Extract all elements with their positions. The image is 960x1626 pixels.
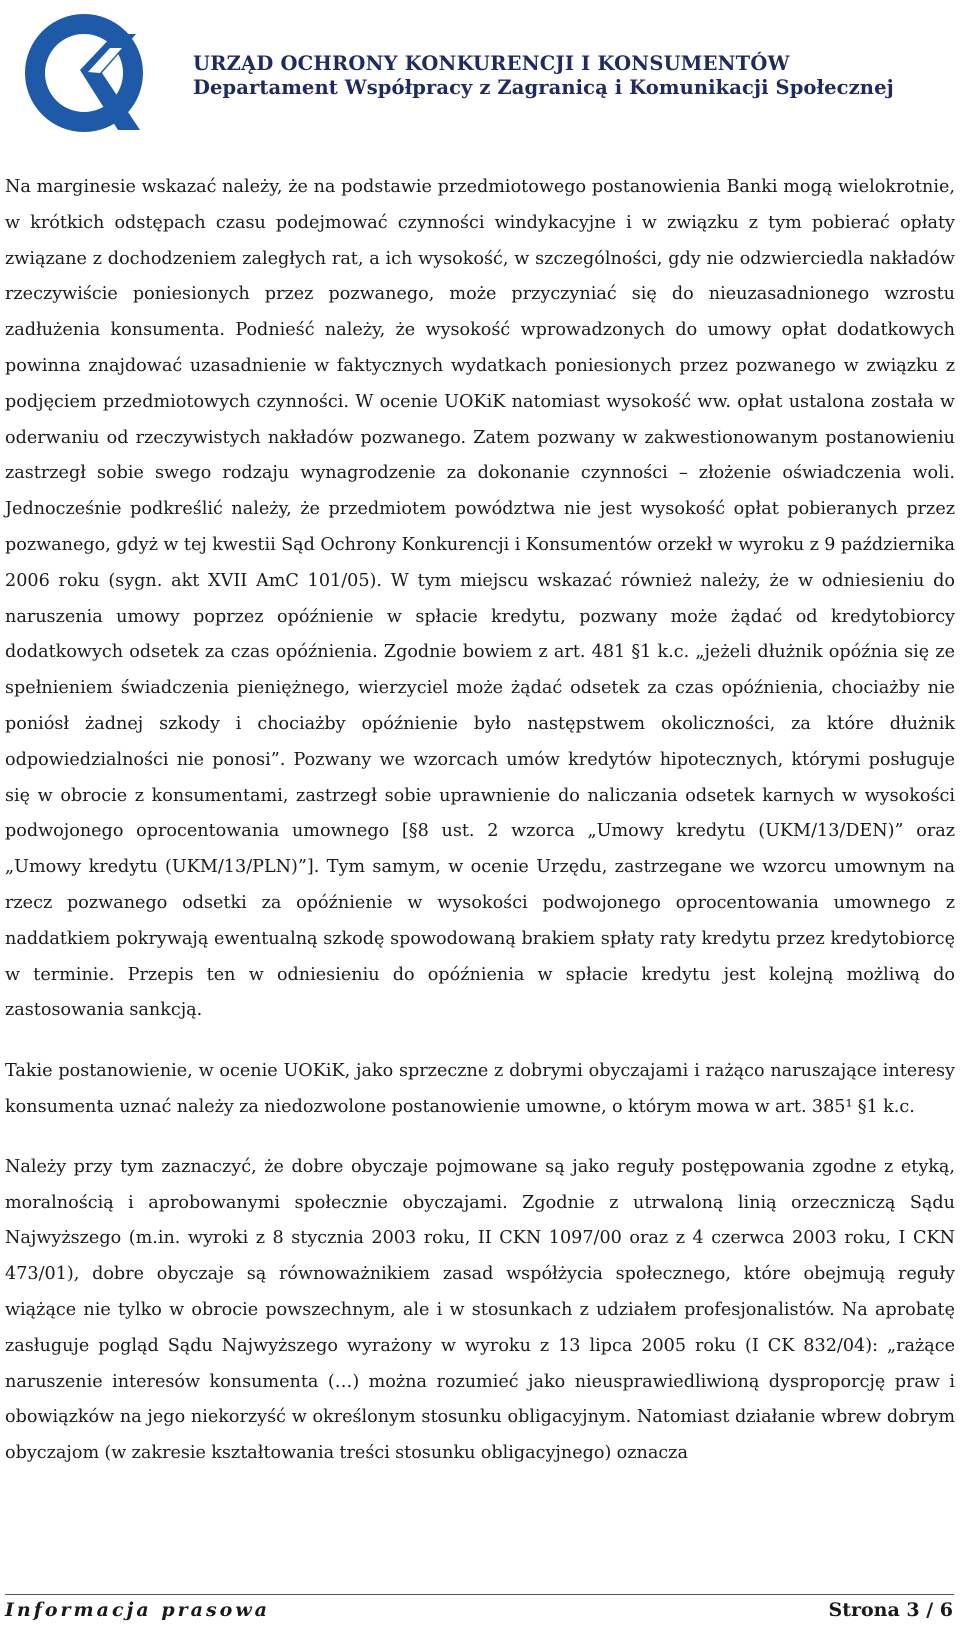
footer-divider <box>5 1594 954 1595</box>
page-number: Strona 3 / 6 <box>828 1599 953 1621</box>
paragraph-1: Na marginesie wskazać należy, że na podstawie przedmiotowego postanowienia Banki mogą wielokrotnie, w krótkich odstępach czasu podejmować czynności windykacyjne i w związku z tym pobierać opłaty związane z dochodzeniem zaległych rat, a ich wysokość, w szczególności, gdy nie odzwierciedla nakładów rzeczywiście poniesionych przez pozwanego, może przyczyniać się do nieuzasadnionego wzrostu zadłużenia konsumenta. Podnieść należy, że wysokość wprowadzonych do umowy opłat dodatkowych powinna znajdować uzasadnienie w faktycznych wydatkach poniesionych przez pozwanego w związku z podjęciem przedmiotowych czynności. W ocenie UOKiK natomiast wysokość ww. opłat ustalona została w oderwaniu od rzeczywistych nakładów pozwanego. Zatem pozwany w zakwestionowanym postanowieniu zastrzegł sobie swego rodzaju wynagrodzenie za dokonanie czynności – złożenie oświadczenia woli. Jednocześnie podkreślić należy, że przedmiotem powództwa nie jest wysokość opłat pobieranych przez pozwanego, gdyż w tej kwestii Sąd Ochrony Konkurencji i Konsumentów orzekł w wyroku z 9 października 2006 roku (sygn. akt XVII AmC 101/05). W tym miejscu wskazać również należy, że w odniesieniu do naruszenia umowy poprzez opóźnienie w spłacie kredytu, pozwany może żądać od kredytobiorcy dodatkowych odsetek za czas opóźnienia. Zgodnie bowiem z art. 481 §1 k.c. „jeżeli dłużnik opóźnia się ze spełnieniem świadczenia pieniężnego, wierzyciel może żądać odsetek za czas opóźnienia, chociażby nie poniósł żadnej szkody i chociażby opóźnienie było następstwem okoliczności, za które dłużnik odpowiedzialności nie ponosi”. Pozwany we wzorcach umów kredytów hipotecznych, którymi posługuje się w obrocie z konsumentami, zastrzegł sobie uprawnienie do naliczania odsetek karnych w wysokości podwojonego oprocentowania umownego [§8 ust. 2 wzorca „Umowy kredytu (UKM/13/DEN)” oraz „Umowy kredytu (UKM/13/PLN)”]. Tym samym, w ocenie Urzędu, zastrzegane we wzorcu umownym na rzecz pozwanego odsetki za opóźnienie w wysokości podwojonego oprocentowania umownego z naddatkiem pokrywają ewentualną szkodę spowodowaną brakiem spłaty raty kredytu przez kredytobiorcę w terminie. Przepis ten w odniesieniu do opóźnienia w spłacie kredytu jest kolejną możliwą do zastosowania sankcją. <box>5 177 955 1021</box>
organization-name: URZĄD OCHRONY KONKURENCJI I KONSUMENTÓW <box>193 52 790 75</box>
footer-label: Informacja prasowa <box>5 1599 270 1621</box>
paragraph-2: Takie postanowienie, w ocenie UOKiK, jako sprzeczne z dobrymi obyczajami i rażąco naruszające interesy konsumenta uznać należy za niedozwolone postanowienie umowne, o którym mowa w art. 385¹ §1 k.c. <box>5 1061 955 1117</box>
uokik-logo-icon <box>18 10 160 142</box>
document-body <box>5 170 955 1472</box>
header-titles <box>193 52 894 100</box>
department-name: Departament Współpracy z Zagranicą i Komunikacji Społecznej <box>193 76 894 99</box>
page-header <box>0 0 960 150</box>
paragraph-3: Należy przy tym zaznaczyć, że dobre obyczaje pojmowane są jako reguły postępowania zgodne z etyką, moralnością i aprobowanymi społecznie obyczajami. Zgodnie z utrwaloną linią orzeczniczą Sądu Najwyższego (m.in. wyroki z 8 stycznia 2003 roku, II CKN 1097/00 oraz z 4 czerwca 2003 roku, I CKN 473/01), dobre obyczaje są równoważnikiem zasad współżycia społecznego, które obejmują reguły wiążące nie tylko w obrocie powszechnym, ale i w stosunkach z udziałem profesjonalistów. Na aprobatę zasługuje pogląd Sądu Najwyższego wyrażony w wyroku z 13 lipca 2005 roku (I CK 832/04): „rażące naruszenie interesów konsumenta (…) można rozumieć jako nieusprawiedliwioną dysproporcję praw i obowiązków na jego niekorzyść w określonym stosunku obligacyjnym. Natomiast działanie wbrew dobrym obyczajom (w zakresie kształtowania treści stosunku obligacyjnego) oznacza <box>5 1156 955 1464</box>
